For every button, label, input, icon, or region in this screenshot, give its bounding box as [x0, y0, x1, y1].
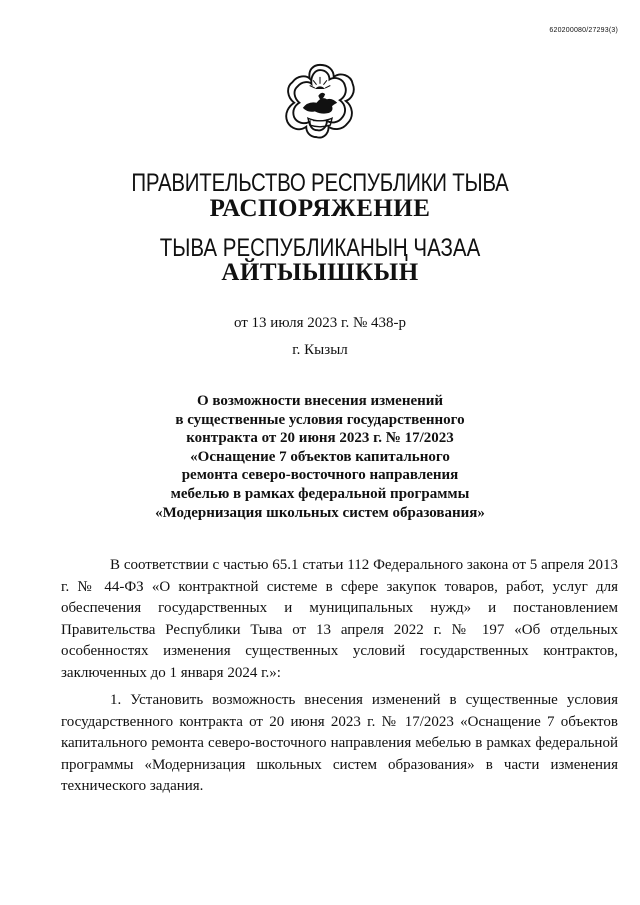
- subject-line: ремонта северо-восточного направления: [181, 467, 459, 484]
- document-id: 620200080/27293(3): [549, 27, 618, 34]
- government-title: ПРАВИТЕЛЬСТВО РЕСПУБЛИКИ ТЫВА: [131, 169, 509, 197]
- act-type-title: РАСПОРЯЖЕНИЕ: [209, 195, 431, 222]
- subject-line: контракта от 20 июня 2023 г. № 17/2023: [186, 430, 454, 447]
- subject-line: «Оснащение 7 объектов капитального: [190, 448, 450, 465]
- subject-line: мебелью в рамках федеральной программы: [170, 485, 470, 502]
- government-title-tuvan: ТЫВА РЕСПУБЛИКАНЫҢ ЧАЗАА: [159, 234, 481, 262]
- subject-heading: [130, 392, 510, 522]
- item-1-paragraph: 1. Установить возможность внесения изменений в существенные условия государственного контракта от 20 июня 2023 г. № 17/2023 «Оснащение 7 объектов капитального ремонта северо-восточного направления мебелью в рамках федеральной программы «Модернизация школьных систем образования» в части изменения технического задания.: [61, 692, 618, 794]
- subject-line: О возможности внесения изменений: [196, 393, 444, 409]
- preamble-paragraph: В соответствии с частью 65.1 статьи 112 Федерального закона от 5 апреля 2013 г. № 44-ФЗ «О контрактной системе в сфере закупок товаров, работ, услуг для обеспечения государственных и муниципальных нужд» и постановлением Правительства Республики Тыва от 13 апреля 2022 г. № 197 «Об отдельных особенностях изменения существенных условий государственных контрактов, заключенных до 1 января 2024 г.»:: [61, 557, 618, 681]
- tuva-coat-of-arms-icon: [277, 58, 363, 144]
- date-number-line: от 13 июля 2023 г. № 438-р: [233, 315, 407, 331]
- subject-line: «Модернизация школьных систем образования»: [155, 504, 485, 521]
- subject-line: в существенные условия государственного: [175, 411, 465, 428]
- place-line: г. Кызыл: [292, 342, 348, 358]
- act-type-title-tuvan: АЙТЫЫШКЫН: [221, 259, 419, 286]
